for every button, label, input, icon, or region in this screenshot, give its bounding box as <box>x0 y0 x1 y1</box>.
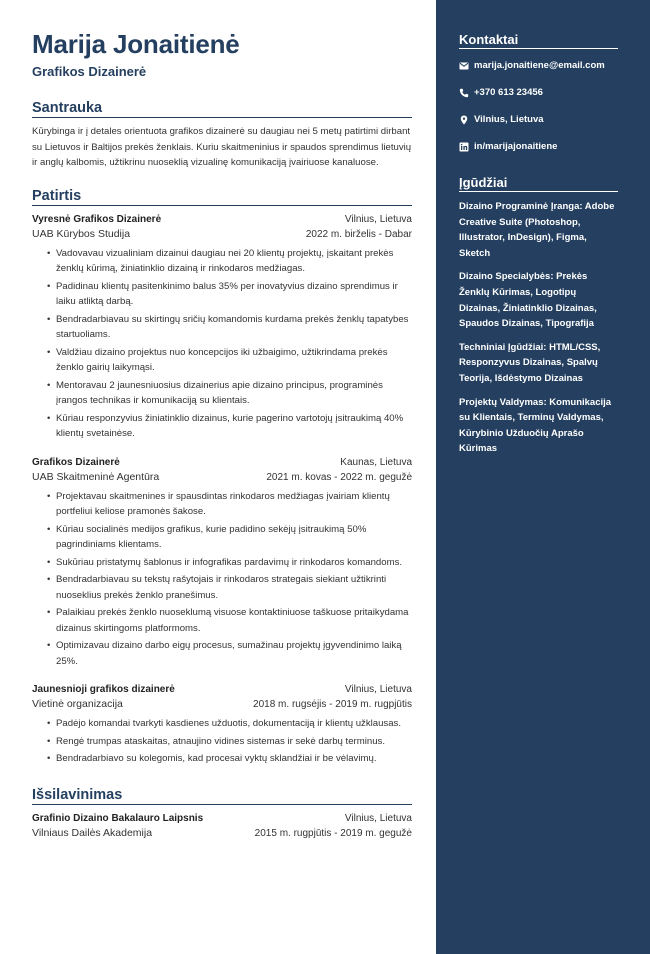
contact-email[interactable] <box>459 59 618 72</box>
mail-icon <box>459 61 469 71</box>
candidate-name: Marija Jonaitienė <box>32 29 240 59</box>
skill-item: Projektų Valdymas: Komunikacija su Klientais, Terminų Valdymas, Kūrybinio Užduočių Aprašo Kūrimas <box>459 396 612 455</box>
job-bullet: • Bendradarbiavau su skirtingų sričių komandomis kurdama prekės ženklų tapatybes startuoliams. <box>48 312 412 343</box>
contacts-list <box>459 59 618 153</box>
job-location: Vilnius, Lietuva <box>344 684 412 695</box>
job-bullet: • Vadovavau vizualiniam dizainui daugiau nei 20 klientų projektų, įskaitant prekės ženklų kūrimą, žiniatinklio dizainą ir rinkodaros medžiagas. <box>48 246 412 277</box>
education-school: Vilniaus Dailės Akademija <box>32 826 153 839</box>
job-entry <box>32 456 412 669</box>
job-entry <box>32 683 412 767</box>
job-subheader-row <box>32 470 412 485</box>
job-bullet: • Bendradarbiavo su kolegomis, kad procesai vyktų sklandžiai ir be vėlavimų. <box>48 751 412 766</box>
job-bullet: • Rengė trumpas ataskaitas, atnaujino vidines sistemas ir sekė darbų terminus. <box>48 734 412 749</box>
job-bullet: • Padėjo komandai tvarkyti kasdienes užduotis, dokumentaciją ir klientų užklausas. <box>48 716 412 731</box>
job-bullet: • Bendradarbiavau su tekstų rašytojais ir rinkodaros strategais siekiant užtikrinti nuoseklius prekės ženklo pranešimus. <box>48 572 412 603</box>
contact-location <box>459 113 618 126</box>
job-bullet: • Sukūriau pristatymų šablonus ir infografikas pardavimų ir rinkodaros komandoms. <box>48 555 412 570</box>
main-column <box>32 28 412 841</box>
job-role: Jaunesnioji grafikos dizainerė <box>32 684 175 695</box>
job-location: Kaunas, Lietuva <box>340 456 412 468</box>
sidebar <box>436 0 650 954</box>
job-header-row <box>32 456 412 470</box>
job-bullet: • Palaikiau prekės ženklo nuoseklumą visuose kontaktiniuose taškuose pritaikydama dizainus skirtingoms platformoms. <box>48 605 412 636</box>
education-location: Vilnius, Lietuva <box>344 812 412 824</box>
job-bullet: • Padidinau klientų pasitenkinimo balus 35% per inovatyvius dizaino sprendimus ir laiku atliktą darbą. <box>48 279 412 310</box>
job-dates: 2022 m. birželis - Dabar <box>305 228 412 240</box>
job-company: UAB Skaitmeninė Agentūra <box>32 470 160 483</box>
job-bullets <box>32 716 412 767</box>
job-entry <box>32 213 412 442</box>
job-dates: 2018 m. rugsėjis - 2019 m. rugpjūtis <box>253 699 412 710</box>
education-section <box>32 787 412 841</box>
job-bullet: • Optimizavau dizaino darbo eigų procesus, sumažinau projektų įgyvendinimo laiką 25%. <box>48 638 412 669</box>
job-role: Vyresnė Grafikos Dizainerė <box>32 213 162 225</box>
job-bullet: • Valdžiau dizaino projektus nuo koncepcijos iki užbaigimo, užtikrindama prekės ženklo gairių laikymąsi. <box>48 345 412 376</box>
contact-linkedin[interactable] <box>459 140 618 153</box>
phone-icon <box>459 88 469 98</box>
education-heading: Išsilavinimas <box>32 787 412 805</box>
linkedin-icon <box>459 142 469 152</box>
skill-item: Dizaino Specialybės: Prekės Ženklų Kūrimas, Logotipų Dizainas, Žiniatinklio Dizainas, Spaudos Dizainas, Tipografija <box>459 271 597 330</box>
job-company: Vietinė organizacija <box>32 698 123 710</box>
job-bullet: • Kūriau socialinės medijos grafikus, kurie padidino sekėjų įsitraukimą 50% pagrindiniams klientams. <box>48 522 412 553</box>
experience-section <box>32 188 412 767</box>
education-dates: 2015 m. rugpjūtis - 2019 m. gegužė <box>254 827 412 839</box>
job-subheader-row <box>32 227 412 242</box>
skills-list <box>459 199 618 457</box>
job-header-row <box>32 683 412 697</box>
experience-heading: Patirtis <box>32 188 412 206</box>
job-bullet: • Mentoravau 2 jaunesniuosius dizainerius apie dizaino principus, programinės įrangos technikas ir komunikaciją su klientais. <box>48 378 412 409</box>
contact-location-text: Vilnius, Lietuva <box>474 114 544 125</box>
job-header-row <box>32 213 412 227</box>
summary-section <box>32 100 412 171</box>
job-bullet: • Kūriau responzyvius žiniatinklio dizainus, kurie pagerino vartotojų įsitraukimą 40% klientų svetainėse. <box>48 411 412 442</box>
job-role: Grafikos Dizainerė <box>32 456 120 468</box>
education-entry <box>32 812 412 841</box>
contact-phone-text: +370 613 23456 <box>474 87 543 98</box>
summary-heading: Santrauka <box>32 100 412 118</box>
skill-item: Dizaino Programinė Įranga: Adobe Creative Suite (Photoshop, Illustrator, InDesign), Figma, Sketch <box>459 201 615 259</box>
job-bullets <box>32 489 412 669</box>
skills-heading: Įgūdžiai <box>459 175 618 192</box>
contact-linkedin-text: in/marijajonaitiene <box>474 141 558 152</box>
job-dates: 2021 m. kovas - 2022 m. gegužė <box>266 471 412 483</box>
contact-email-text: marija.jonaitiene@email.com <box>474 60 605 71</box>
contact-phone[interactable] <box>459 86 618 99</box>
education-degree: Grafinio Dizaino Bakalauro Laipsnis <box>32 812 204 824</box>
job-subheader-row <box>32 697 412 712</box>
summary-text: Kūrybinga ir į detales orientuota grafikos dizainerė su daugiau nei 5 metų patirtimi dirbant su Lietuvos ir Baltijos prekės ženklais. Kuriu skaitmeninius ir spaudos sprendimus lietuvių ir anglų kalbomis, užtikrinu nuoseklią vizualinę komunikaciją įvairiuose kanaluose. <box>32 126 412 169</box>
job-location: Vilnius, Lietuva <box>344 213 412 225</box>
education-subheader-row <box>32 826 412 841</box>
candidate-title: Grafikos Dizainerė <box>32 64 147 79</box>
job-bullet: • Projektavau skaitmenines ir spausdintas rinkodaros medžiagas įvairiam klientų portfeliui keliose pramonės šakose. <box>48 489 412 520</box>
education-header-row <box>32 812 412 826</box>
skill-item: Techniniai Įgūdžiai: HTML/CSS, Responzyvus Dizainas, Spalvų Teorija, Išdėstymo Dizainas <box>459 341 601 384</box>
job-bullets <box>32 246 412 442</box>
job-company: UAB Kūrybos Studija <box>32 227 131 240</box>
location-pin-icon <box>459 115 469 125</box>
contacts-heading: Kontaktai <box>459 32 618 49</box>
